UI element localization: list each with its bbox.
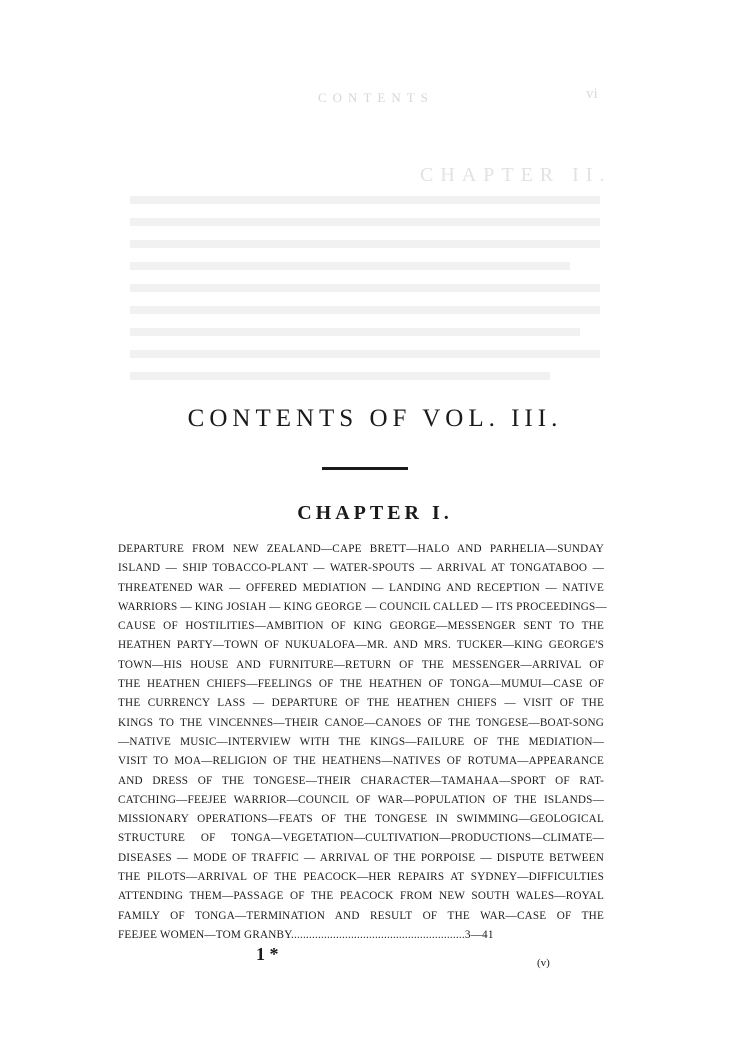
summary-line: KINGS TO THE VINCENNES—THEIR CANOE—CANOES OF THE TONGESE—BOAT-SONG <box>118 716 604 729</box>
bleed-through-line <box>130 284 600 292</box>
chapter-summary <box>118 540 607 945</box>
summary-line: THREATENED WAR — OFFERED MEDIATION — LANDING AND RECEPTION — NATIVE <box>118 581 604 594</box>
bleed-through-line <box>130 372 550 380</box>
summary-line: ATTENDING THEM—PASSAGE OF THE PEACOCK FROM NEW SOUTH WALES—ROYAL <box>118 890 604 903</box>
bleed-through-line <box>130 196 600 204</box>
summary-line: WARRIORS — KING JOSIAH — KING GEORGE — COUNCIL CALLED — ITS PROCEEDINGS— <box>118 600 607 613</box>
summary-line: THE HEATHEN CHIEFS—FEELINGS OF THE HEATHEN OF TONGA—MUMUI—CASE OF <box>118 678 604 691</box>
bleed-through-header: CONTENTS <box>318 90 434 105</box>
summary-line: VISIT TO MOA—RELIGION OF THE HEATHENS—NATIVES OF ROTUMA—APPEARANCE <box>118 755 604 768</box>
bleed-through-line <box>130 240 600 248</box>
summary-line: FAMILY OF TONGA—TERMINATION AND RESULT OF THE WAR—CASE OF THE <box>118 909 604 922</box>
summary-line: CATCHING—FEEJEE WARRIOR—COUNCIL OF WAR—POPULATION OF THE ISLANDS— <box>118 793 604 806</box>
bleed-through-line <box>130 328 580 336</box>
bleed-through-line <box>130 262 570 270</box>
summary-line: AND DRESS OF THE TONGESE—THEIR CHARACTER—TAMAHAA—SPORT OF RAT- <box>118 774 604 787</box>
signature-mark: 1 * <box>256 944 279 964</box>
summary-line: —NATIVE MUSIC—INTERVIEW WITH THE KINGS—FAILURE OF THE MEDIATION— <box>118 735 604 748</box>
bleed-through-chapter: CHAPTER II. <box>420 164 612 186</box>
summary-line-with-page-range: FEEJEE WOMEN—TOM GRANBY..........................................................3—41 <box>118 928 494 941</box>
chapter-heading: CHAPTER I. <box>297 502 453 524</box>
summary-line: MISSIONARY OPERATIONS—FEATS OF THE TONGESE IN SWIMMING—GEOLOGICAL <box>118 813 604 826</box>
title-rule <box>322 467 408 470</box>
bleed-through-line <box>130 218 600 226</box>
page-title: CONTENTS OF VOL. III. <box>187 405 563 432</box>
page-folio: (v) <box>537 957 550 969</box>
bleed-through-line <box>130 306 600 314</box>
summary-line: DEPARTURE FROM NEW ZEALAND—CAPE BRETT—HALO AND PARHELIA—SUNDAY <box>118 543 604 555</box>
summary-line: ISLAND — SHIP TOBACCO-PLANT — WATER-SPOUTS — ARRIVAL AT TONGATABOO — <box>118 562 604 575</box>
summary-line: HEATHEN PARTY—TOWN OF NUKUALOFA—MR. AND MRS. TUCKER—KING GEORGE'S <box>118 639 604 652</box>
summary-line: CAUSE OF HOSTILITIES—AMBITION OF KING GEORGE—MESSENGER SENT TO THE <box>118 620 604 633</box>
summary-line: TOWN—HIS HOUSE AND FURNITURE—RETURN OF THE MESSENGER—ARRIVAL OF <box>118 658 604 671</box>
bleed-through-page-number: vi <box>586 86 598 102</box>
summary-line: STRUCTURE OF TONGA—VEGETATION—CULTIVATION—PRODUCTIONS—CLIMATE— <box>118 832 604 845</box>
summary-line: THE PILOTS—ARRIVAL OF THE PEACOCK—HER REPAIRS AT SYDNEY—DIFFICULTIES <box>118 871 604 884</box>
summary-line: THE CURRENCY LASS — DEPARTURE OF THE HEATHEN CHIEFS — VISIT OF THE <box>118 697 604 710</box>
summary-line: DISEASES — MODE OF TRAFFIC — ARRIVAL OF THE PORPOISE — DISPUTE BETWEEN <box>118 851 604 864</box>
bleed-through-line <box>130 350 600 358</box>
